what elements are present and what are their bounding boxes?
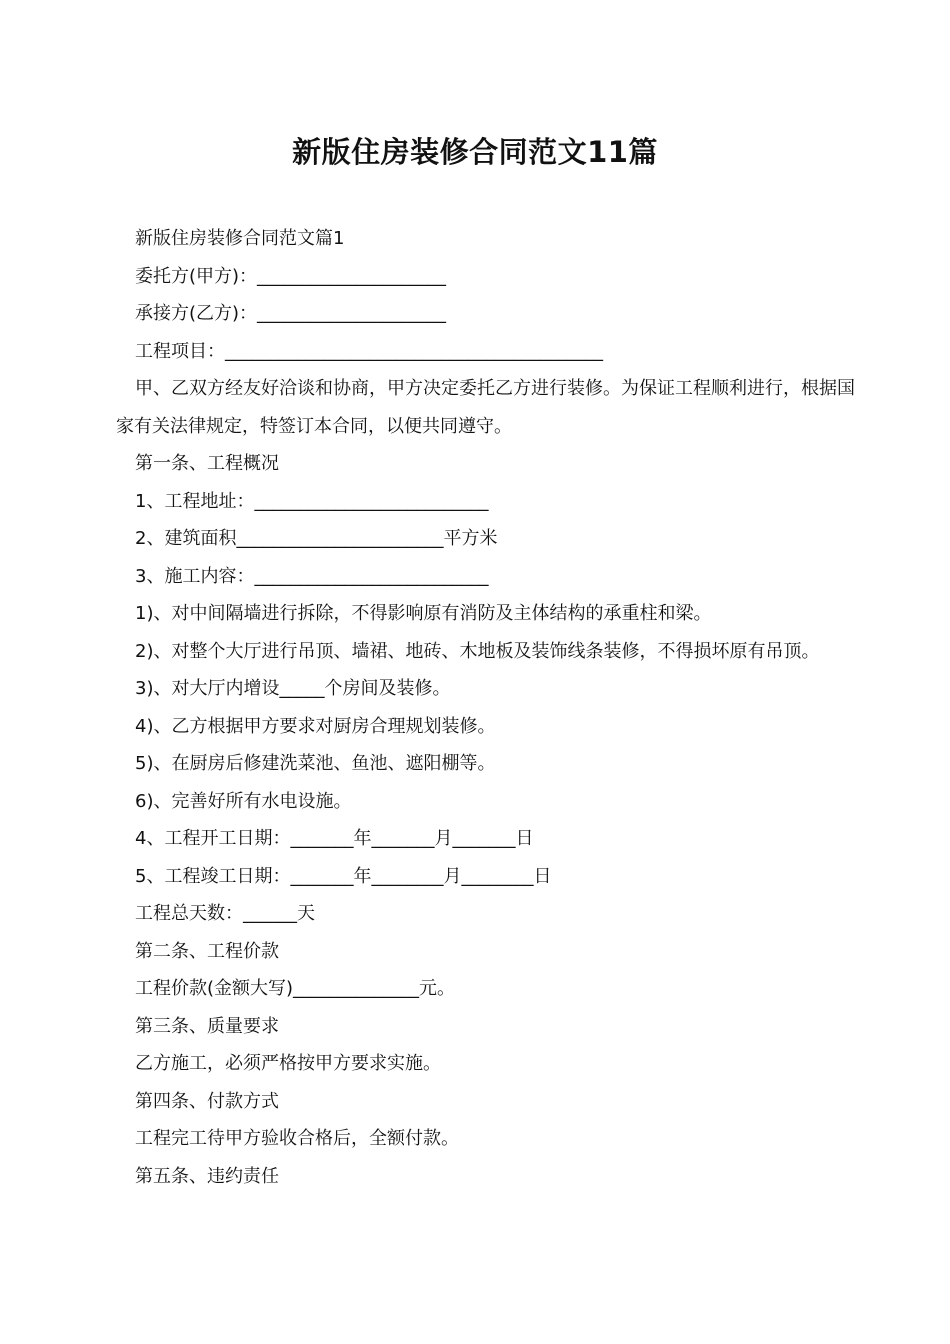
article-heading: 第二条、工程价款 xyxy=(135,940,279,962)
work-item: 5)、在厨房后修建洗菜池、鱼池、遮阳棚等。 xyxy=(135,753,496,774)
clause-text: 乙方施工，必须严格按甲方要求实施。 xyxy=(135,1053,441,1074)
article-heading: 第五条、违约责任 xyxy=(135,1165,279,1187)
work-item: 1)、对中间隔墙进行拆除，不得影响原有消防及主体结构的承重柱和梁。 xyxy=(135,603,712,624)
section-heading: 新版住房装修合同范文篇1 xyxy=(135,228,345,249)
price-field: 工程价款(金额大写)______________元。 xyxy=(135,978,456,999)
work-item: 2)、对整个大厅进行吊顶、墙裙、地砖、木地板及装饰线条装修，不得损坏原有吊顶。 xyxy=(135,640,820,662)
party-a-field: 委托方(甲方)：_____________________ xyxy=(135,265,447,287)
end-date-field: 5、工程竣工日期：_______年________月________日 xyxy=(135,865,552,887)
project-field: 工程项目：__________________________________________ xyxy=(135,340,603,362)
article-heading: 第一条、工程概况 xyxy=(135,453,279,474)
start-date-field: 4、工程开工日期：_______年_______月_______日 xyxy=(135,828,534,849)
total-days-field: 工程总天数：______天 xyxy=(135,903,315,924)
address-field: 1、工程地址：__________________________ xyxy=(135,490,489,512)
article-heading: 第三条、质量要求 xyxy=(135,1015,279,1037)
party-b-field: 承接方(乙方)：_____________________ xyxy=(135,303,447,324)
article-heading: 第四条、付款方式 xyxy=(135,1090,279,1112)
work-item: 6)、完善好所有水电设施。 xyxy=(135,790,352,812)
document-body xyxy=(116,220,856,1195)
document-title: 新版住房装修合同范文11篇 xyxy=(292,135,658,169)
area-field: 2、建筑面积_______________________平方米 xyxy=(135,528,498,549)
work-item: 4)、乙方根据甲方要求对厨房合理规划装修。 xyxy=(135,715,496,737)
preamble-paragraph: 甲、乙双方经友好洽谈和协商，甲方决定委托乙方进行装修。为保证工程顺利进行，根据国家有关法律规定，特签订本合同，以便共同遵守。 xyxy=(116,378,855,437)
work-item: 3)、对大厅内增设_____个房间及装修。 xyxy=(135,678,451,699)
clause-text: 工程完工待甲方验收合格后，全额付款。 xyxy=(135,1128,459,1149)
content-field: 3、施工内容：__________________________ xyxy=(135,565,489,587)
